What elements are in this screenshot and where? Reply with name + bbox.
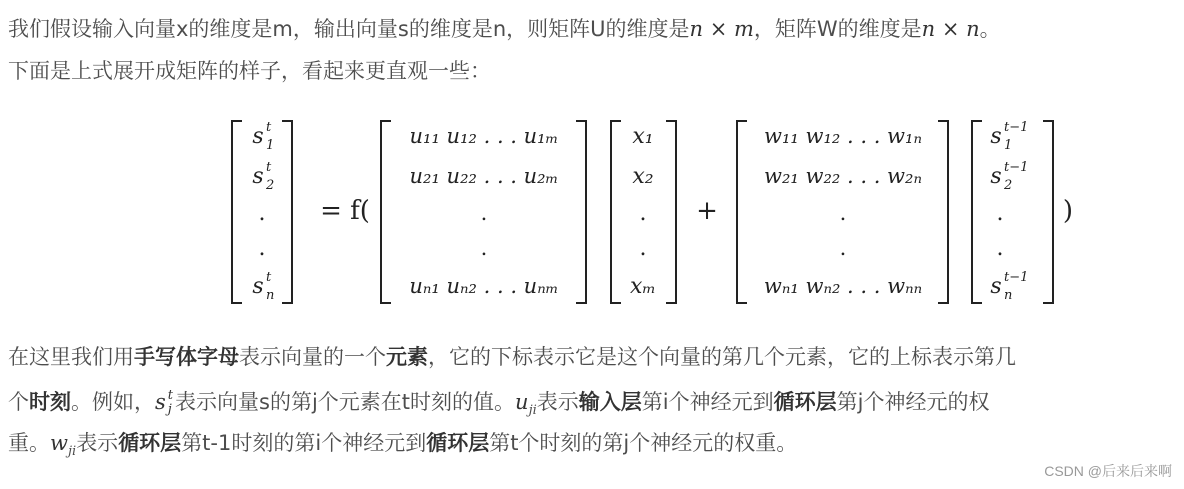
para-text: 第t个时刻的第j个神经元的权重。: [489, 431, 798, 455]
s-vector-dot: .: [258, 236, 266, 261]
symbol-sjt-scripts: [168, 389, 173, 417]
dim-w: n × n: [921, 17, 980, 41]
bracket-left-s: [232, 121, 242, 303]
sub: ji: [67, 444, 77, 460]
w-matrix-row: .: [839, 201, 847, 225]
symbol-uji: u: [515, 390, 529, 414]
s-vector-sub: n: [266, 288, 275, 303]
para-line-3: [8, 428, 797, 467]
bracket-left-sprev: [972, 121, 982, 303]
u-matrix-row: u₁₁ u₁₂ . . . u₁ₘ: [409, 124, 559, 148]
u-matrix-row: .: [480, 236, 488, 260]
bold-term-recurrent-layer: 循环层: [118, 431, 182, 455]
para-text: 在这里我们用: [8, 345, 134, 369]
para-text: 第j个神经元的权: [836, 390, 990, 414]
s-vector-dot: .: [258, 201, 266, 226]
s-prev-vector-dot: .: [996, 236, 1004, 261]
para-text: 第i个神经元到: [641, 390, 774, 414]
para-line-2: [8, 387, 989, 426]
dim-u: n × m: [689, 17, 754, 41]
u-matrix-row: .: [480, 201, 488, 225]
u-matrix-row: u₂₁ u₂₂ . . . u₂ₘ: [409, 164, 559, 188]
para-text: 表示向量的一个: [239, 345, 386, 369]
bold-term-time: 时刻: [29, 390, 71, 414]
bold-term-recurrent-layer: 循环层: [426, 431, 490, 455]
bracket-right-u: [576, 121, 586, 303]
para-text: 表示: [536, 390, 579, 414]
s-prev-vector-sup: t−1: [1004, 120, 1029, 135]
s-vector-entry: s: [252, 164, 264, 189]
s-prev-vector-sub: 2: [1004, 178, 1013, 193]
bracket-right-w: [938, 121, 948, 303]
intro-text-2: 下面是上式展开成矩阵的样子，看起来更直观一些：: [8, 59, 491, 83]
s-prev-vector-entry: s: [990, 274, 1002, 299]
s-prev-vector-sub: n: [1004, 288, 1013, 303]
s-vector-sup: t: [266, 270, 272, 285]
symbol-wji: w: [50, 431, 68, 455]
plus-sign: +: [696, 196, 718, 226]
para-text: 个: [8, 390, 29, 414]
para-text: 重。: [8, 431, 50, 455]
intro-text-b: ，矩阵W的维度是: [753, 17, 922, 41]
symbol-sjt: s: [155, 390, 166, 414]
bracket-left-w: [737, 121, 747, 303]
x-vector-entry: .: [639, 236, 647, 261]
s-vector-sub: 1: [266, 138, 275, 153]
s-prev-vector-sup: t−1: [1004, 160, 1029, 175]
intro-line-1: [8, 14, 1001, 44]
x-vector-entry: xₘ: [630, 274, 656, 299]
bracket-right-x: [666, 121, 676, 303]
sup: t: [167, 388, 174, 403]
s-vector-sup: t: [266, 160, 272, 175]
s-vector-sub: 2: [266, 178, 275, 193]
u-matrix-row: uₙ₁ uₙ₂ . . . uₙₘ: [409, 274, 559, 298]
close-paren: ): [1062, 196, 1074, 226]
s-prev-vector-sub: 1: [1004, 138, 1013, 153]
bold-term-handwritten: 手写体字母: [134, 345, 239, 369]
intro-text-c: 。: [979, 17, 1001, 41]
x-vector-entry: x₁: [632, 124, 654, 149]
sub: ji: [528, 403, 537, 419]
para-text: 。例如，: [71, 390, 155, 414]
s-prev-vector-dot: .: [996, 201, 1004, 226]
s-prev-vector-sup: t−1: [1004, 270, 1029, 285]
para-text: ，它的下标表示它是这个向量的第几个元素，它的上标表示第几: [428, 345, 1016, 369]
w-matrix-row: .: [839, 236, 847, 260]
x-vector-entry: x₂: [632, 164, 654, 189]
watermark: CSDN @后来后来啊: [1044, 463, 1172, 479]
bold-term-recurrent-layer: 循环层: [773, 390, 837, 414]
para-text: 表示: [76, 431, 119, 455]
bold-term-element: 元素: [386, 345, 428, 369]
w-matrix-row: w₂₁ w₂₂ . . . w₂ₙ: [764, 164, 922, 188]
s-prev-vector-entry: s: [990, 124, 1002, 149]
rnn-matrix-equation: [0, 115, 1184, 310]
bracket-right-s: [282, 121, 292, 303]
bracket-left-x: [611, 121, 621, 303]
para-text: 第t-1时刻的第i个神经元到: [181, 431, 427, 455]
x-vector-entry: .: [639, 201, 647, 226]
equals-f: = f(: [320, 196, 370, 226]
s-vector-sup: t: [266, 120, 272, 135]
bracket-right-sprev: [1043, 121, 1053, 303]
s-prev-vector-entry: s: [990, 164, 1002, 189]
sub: j: [167, 402, 172, 417]
para-line-1: [8, 342, 1016, 372]
s-vector-entry: s: [252, 274, 264, 299]
intro-line-2: [8, 56, 491, 86]
w-matrix-row: wₙ₁ wₙ₂ . . . wₙₙ: [763, 274, 923, 298]
intro-text-a: 我们假设输入向量x的维度是m，输出向量s的维度是n，则矩阵U的维度是: [8, 17, 690, 41]
bold-term-input-layer: 输入层: [578, 390, 642, 414]
w-matrix-row: w₁₁ w₁₂ . . . w₁ₙ: [764, 124, 922, 148]
bracket-left-u: [381, 121, 391, 303]
para-text: 表示向量s的第j个元素在t时刻的值。: [175, 390, 516, 414]
s-vector-entry: s: [252, 124, 264, 149]
